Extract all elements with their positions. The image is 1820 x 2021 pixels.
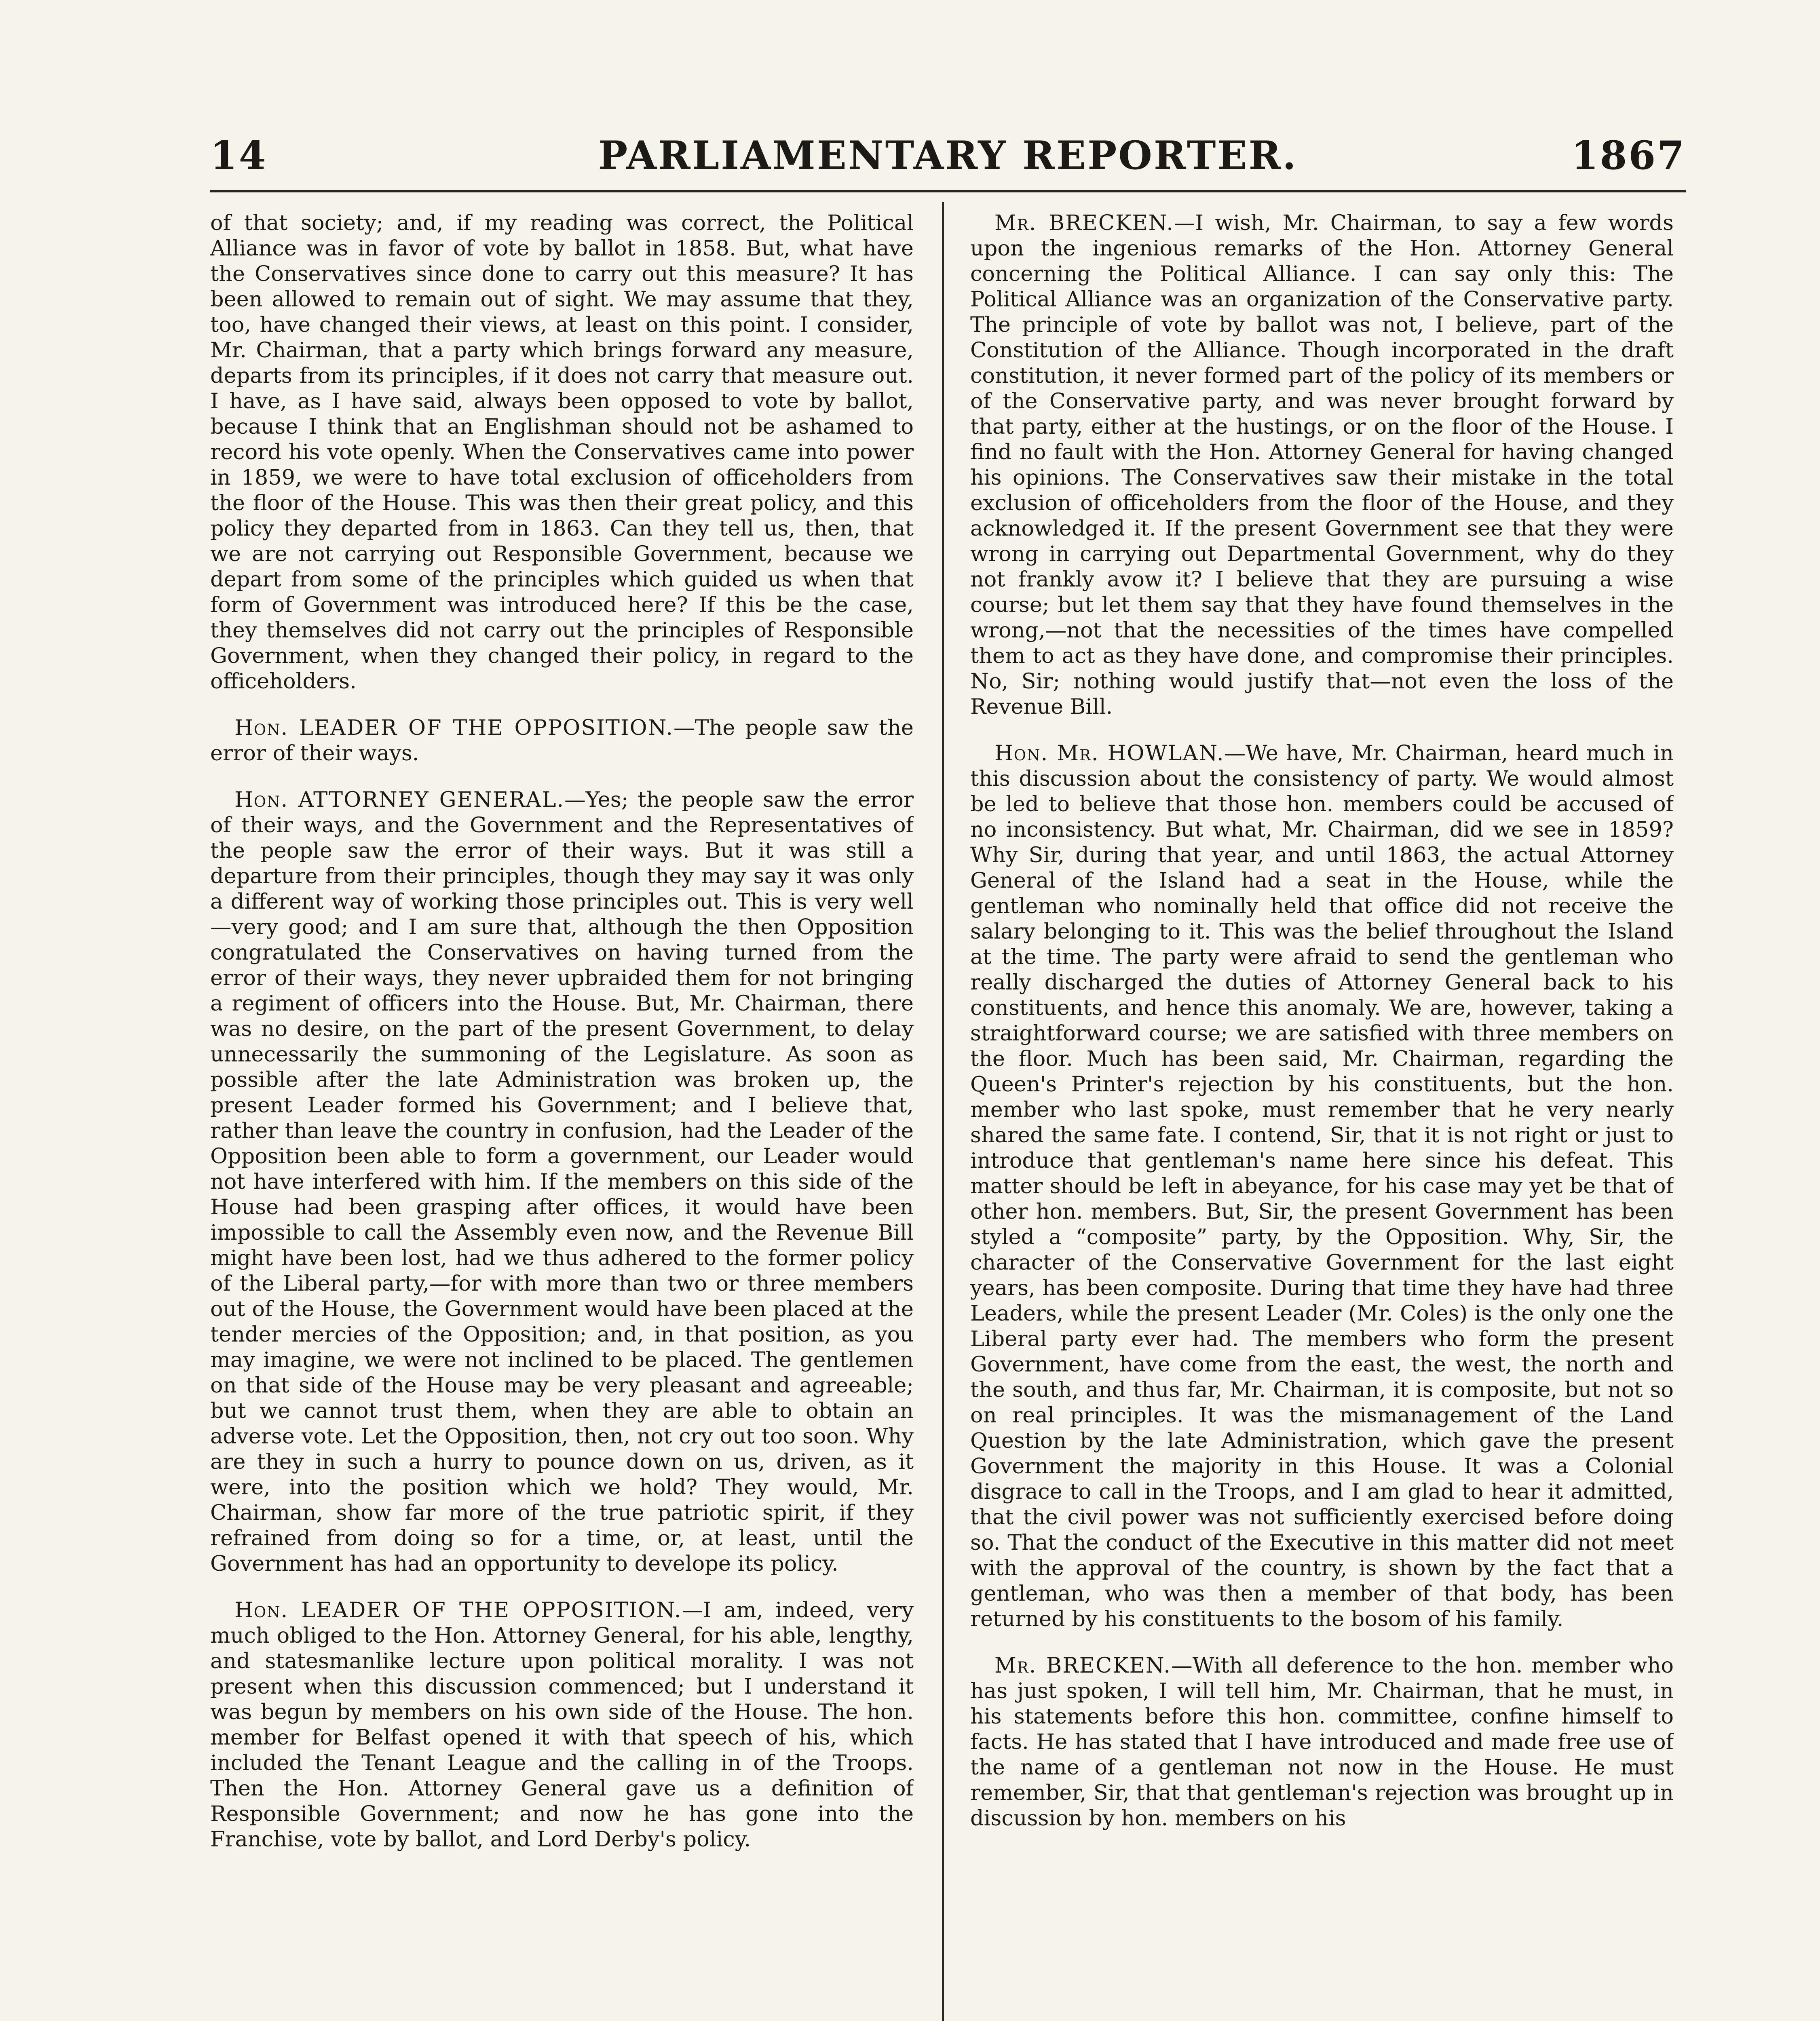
paragraph-text: —We have, Mr. Chairman, heard much in this discussion about the consistency of party. We would almost be led to believe that those hon. members could be accused of no inconsistency. But what, Mr. Chairman, did we see in 1859? Why Sir, during that year, and until 1863, the actual Attorney General of the Island had a seat in the House, while the gentleman who nominally held that office did not receive the salary belonging to it. This was the belief throughout the Island at the time. The party were afraid to send the gentleman who really discharged the duties of Attorney General back to his constituents, and hence this anomaly. We are, however, taking a straightforward course; we are satisfied with three members on the floor. Much has been said, Mr. Chairman, regarding the Queen's Printer's rejection by his constituents, but the hon. member who last spoke, must remember that he very nearly shared the same fate. I contend, Sir, that it is not right or just to introduce that gentleman's name here since his defeat. This matter should be left in abeyance, for his case may yet be that of other hon. members. But, Sir, the present Government has been styled a “composite” party, by the Opposition. Why, Sir, the character of the Conservative Government for the last eight years, has been composite. During that time they have had three Leaders, while the present Leader (Mr. Coles) is the only one the Liberal party ever had. The members who form the present Government, have come from the east, the west, the north and the south, and thus far, Mr. Chairman, it is composite, but not so on real principles. It was the mismanagement of the Land Question by the late Administration, which gave the present Government the majority in this House. It was a Colonial disgrace to call in the Troops, and I am glad to hear it admitted, that the civil power was not sufficiently exercised before doing so. That the conduct of the Executive in this matter did not meet with the approval of the country, is shown by the fact that a gentleman, who was then a member of that body, has been returned by his constituents to the bosom of his family. xyxy=(970,741,1674,1631)
paragraph-text: —The people saw the error of their ways. xyxy=(210,715,914,766)
paragraph-text: —With all deference to the hon. member who has just spoken, I will tell him, Mr. Chairman, that he must, in his statements before this hon. committee, confine himself to facts. He has stated that I have introduced and made free use of the name of a gentleman not now in the House. He must remember, Sir, that that gentleman's rejection was brought up in discussion by hon. members on his xyxy=(970,1653,1674,1831)
speaker-name: Hon. LEADER OF THE OPPOSITION. xyxy=(234,1598,682,1622)
paragraph xyxy=(210,787,914,1576)
page-number: 14 xyxy=(210,133,268,178)
left-column xyxy=(210,210,914,2021)
paragraph xyxy=(210,1597,914,1852)
paragraph xyxy=(970,1653,1674,1831)
paragraph-text: of that society; and, if my reading was correct, the Political Alliance was in favor of vote by ballot in 1858. But, what have the Conservatives since done to carry out this measure? It has been allowed to remain out of sight. We may assume that they, too, have changed their views, at least on this point. I consider, Mr. Chairman, that a party which brings forward any measure, departs from its principles, if it does not carry that measure out. I have, as I have said, always been opposed to vote by ballot, because I think that an Englishman should not be ashamed to record his vote openly. When the Conservatives came into power in 1859, we were to have total exclusion of officeholders from the floor of the House. This was then their great policy, and this policy they departed from in 1863. Can they tell us, then, that we are not carrying out Responsible Government, because we depart from some of the principles which guided us when that form of Government was introduced here? If this be the case, they themselves did not carry out the principles of Responsible Government, when they changed their policy, in regard to the officeholders. xyxy=(210,211,914,694)
right-column xyxy=(970,210,1674,2021)
paragraph xyxy=(970,210,1674,719)
paragraph-text: —Yes; the people saw the error of their ways, and the Government and the Representatives of the people saw the error of their ways. But it was still a departure from their principles, though they may say it was only a different way of working those principles out. This is very well—very good; and I am sure that, although the then Opposition congratulated the Conservatives on having turned from the error of their ways, they never upbraided them for not bringing a regiment of officers into the House. But, Mr. Chairman, there was no desire, on the part of the present Government, to delay unnecessarily the summoning of the Legislature. As soon as possible after the late Administration was broken up, the present Leader formed his Government; and I believe that, rather than leave the country in confusion, had the Leader of the Opposition been able to form a government, our Leader would not have interfered with him. If the members on this side of the House had been grasping after offices, it would have been impossible to call the Assembly even now, and the Revenue Bill might have been lost, had we thus adhered to the former policy of the Liberal party,—for with more than two or three members out of the House, the Government would have been placed at the tender mercies of the Opposition; and, in that position, as you may imagine, we were not inclined to be placed. The gentlemen on that side of the House may be very pleasant and agreeable; but we cannot trust them, when they are able to obtain an adverse vote. Let the Opposition, then, not cry out too soon. Why are they in such a hurry to pounce down on us, driven, as it were, into the position which we hold? They would, Mr. Chairman, show far more of the true patriotic spirit, if they refrained from doing so for a time, or, at least, until the Government has had an opportunity to develope its policy. xyxy=(210,787,914,1576)
header-rule xyxy=(210,190,1686,192)
page-title: PARLIAMENTARY REPORTER. xyxy=(598,133,1298,178)
speaker-name: Mr. BRECKEN. xyxy=(994,211,1174,235)
paragraph-text: —I am, indeed, very much obliged to the Hon. Attorney General, for his able, lengthy, and statesmanlike lecture upon political morality. I was not present when this discussion commenced; but I understand it was begun by members on his own side of the House. The hon. member for Belfast opened it with that speech of his, which included the Tenant League and the calling in of the Troops. Then the Hon. Attorney General gave us a definition of Responsible Government; and now he has gone into the Franchise, vote by ballot, and Lord Derby's policy. xyxy=(210,1598,914,1852)
speaker-name: Hon. ATTORNEY GENERAL. xyxy=(234,787,565,812)
paragraph xyxy=(210,210,914,694)
speaker-name: Mr. BRECKEN. xyxy=(994,1653,1172,1678)
paragraph xyxy=(210,715,914,766)
paragraph xyxy=(970,740,1674,1632)
column-divider xyxy=(942,202,944,2021)
speaker-name: Hon. LEADER OF THE OPPOSITION. xyxy=(234,715,674,740)
page-header xyxy=(210,129,1686,186)
paragraph-text: —I wish, Mr. Chairman, to say a few words upon the ingenious remarks of the Hon. Attorney General concerning the Political Alliance. I can say only this: The Political Alliance was an organization of the Conservative party. The principle of vote by ballot was not, I believe, part of the Constitution of the Alliance. Though incorporated in the draft constitution, it never formed part of the policy of its members or of the Conservative party, and was never brought forward by that party, either at the hustings, or on the floor of the House. I find no fault with the Hon. Attorney General for having changed his opinions. The Conservatives saw their mistake in the total exclusion of officeholders from the floor of the House, and they acknowledged it. If the present Government see that they were wrong in carrying out Departmental Government, why do they not frankly avow it? I believe that they are pursuing a wise course; but let them say that they have found themselves in the wrong,—not that the necessities of the times have compelled them to act as they have done, and compromise their principles. No, Sir; nothing would justify that—not even the loss of the Revenue Bill. xyxy=(970,211,1674,719)
page-year: 1867 xyxy=(1571,133,1686,178)
speaker-name: Hon. Mr. HOWLAN. xyxy=(994,741,1225,766)
